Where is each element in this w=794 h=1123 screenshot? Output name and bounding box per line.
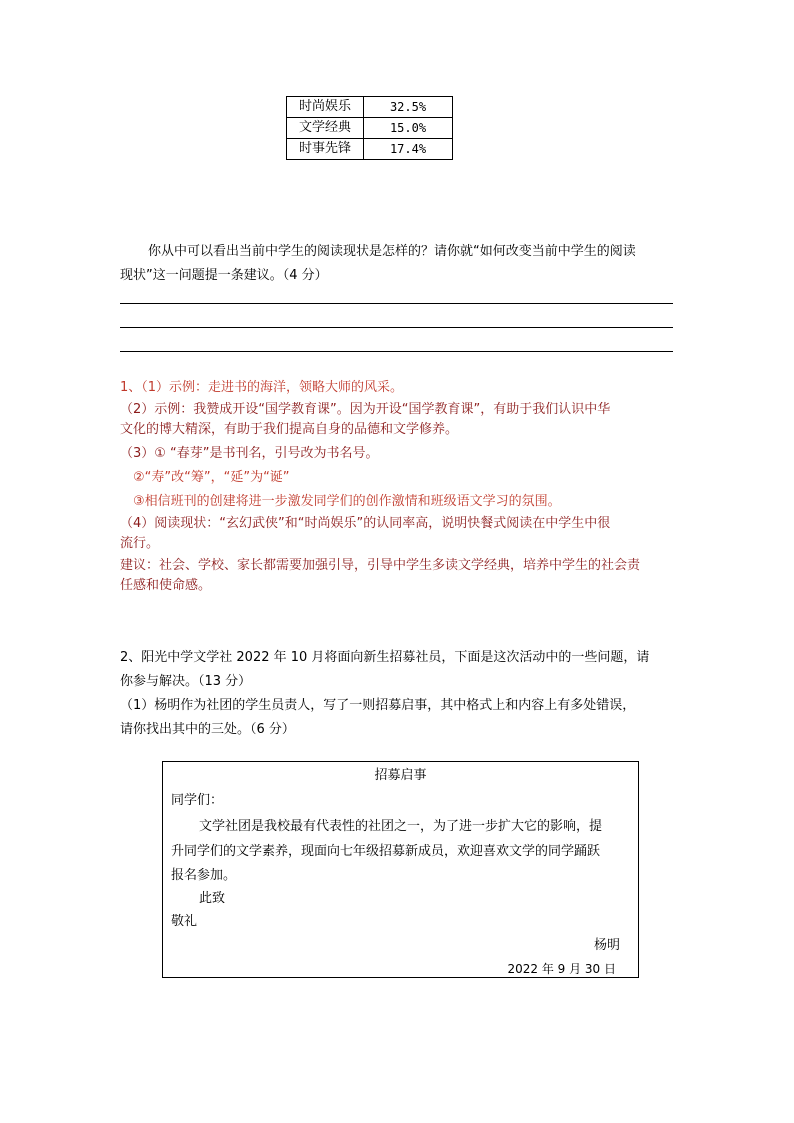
answer-1: 1、（1）示例：走进书的海洋，领略大师的风采。	[120, 380, 404, 395]
suggestion-line-1: 建议：社会、学校、家长都需要加强引导，引导中学生多读文学经典，培养中学生的社会责	[120, 558, 641, 573]
answer-4-line-1: （4）阅读现状：“玄幻武侠”和“时尚娱乐”的认同率高，说明快餐式阅读在中学生中很	[120, 516, 611, 531]
notice-date: 2022 年 9 月 30 日	[507, 962, 616, 976]
answer-line	[120, 351, 673, 352]
answer-3-item-3: ③相信班刊的创建将进一步激发同学们的创作激情和班级语文学习的氛围。	[133, 494, 561, 509]
value-cell: 32.5%	[364, 97, 453, 118]
answer-2-line-1: （2）示例：我赞成开设“国学教育课”。因为开设“国学教育课”，有助于我们认识中华	[120, 402, 611, 417]
answer-3-item-1: （3）① “春芽”是书刊名，引号改为书名号。	[120, 446, 379, 461]
notice-body-line-1: 文学社团是我校最有代表性的社团之一，为了进一步扩大它的影响，提	[199, 819, 603, 834]
answer-3-item-2: ②“寿”改“筹”，“延”为“诞”	[133, 470, 290, 485]
answer-line	[120, 327, 673, 328]
notice-body-line-2: 升同学们的文学素养，现面向七年级招募新成员，欢迎喜欢文学的同学踊跃	[171, 844, 601, 859]
answer-2-line-2: 文化的博大精深，有助于我们提高自身的品德和文学修养。	[120, 422, 459, 437]
table-row	[287, 139, 453, 160]
value-cell: 17.4%	[364, 139, 453, 160]
notice-title: 招募启事	[374, 768, 427, 783]
suggestion-line-2: 任感和使命感。	[120, 578, 212, 593]
answer-4-line-2: 流行。	[120, 536, 160, 551]
question-line-1: 你从中可以看出当前中学生的阅读现状是怎样的？请你就“如何改变当前中学生的阅读	[148, 244, 636, 259]
category-cell: 时事先锋	[287, 139, 364, 160]
answer-line	[120, 303, 673, 304]
category-cell: 时尚娱乐	[287, 97, 364, 118]
category-cell: 文学经典	[287, 118, 364, 139]
recruitment-notice	[162, 761, 639, 978]
question-line-2: 现状”这一问题提一条建议。（4 分）	[120, 268, 328, 283]
notice-closing-1: 此致	[199, 891, 226, 906]
question-2-sub-1-line-1: （1）杨明作为社团的学生员责人，写了一则招募启事，其中格式上和内容上有多处错误，	[120, 698, 636, 713]
notice-closing-2: 敬礼	[171, 914, 198, 929]
notice-signature: 杨明	[593, 938, 620, 953]
table-row	[287, 97, 453, 118]
table-row	[287, 118, 453, 139]
question-2-intro-line-1: 2、阳光中学文学社 2022 年 10 月将面向新生招募社员，下面是这次活动中的一些问题，请	[120, 650, 650, 665]
notice-greeting: 同学们：	[171, 793, 224, 808]
notice-body-line-3: 报名参加。	[171, 868, 237, 883]
value-cell: 15.0%	[364, 118, 453, 139]
question-2-sub-1-line-2: 请你找出其中的三处。（6 分）	[120, 722, 295, 737]
question-2-intro-line-2: 你参与解决。（13 分）	[120, 674, 252, 689]
reading-stats-table	[286, 96, 453, 160]
